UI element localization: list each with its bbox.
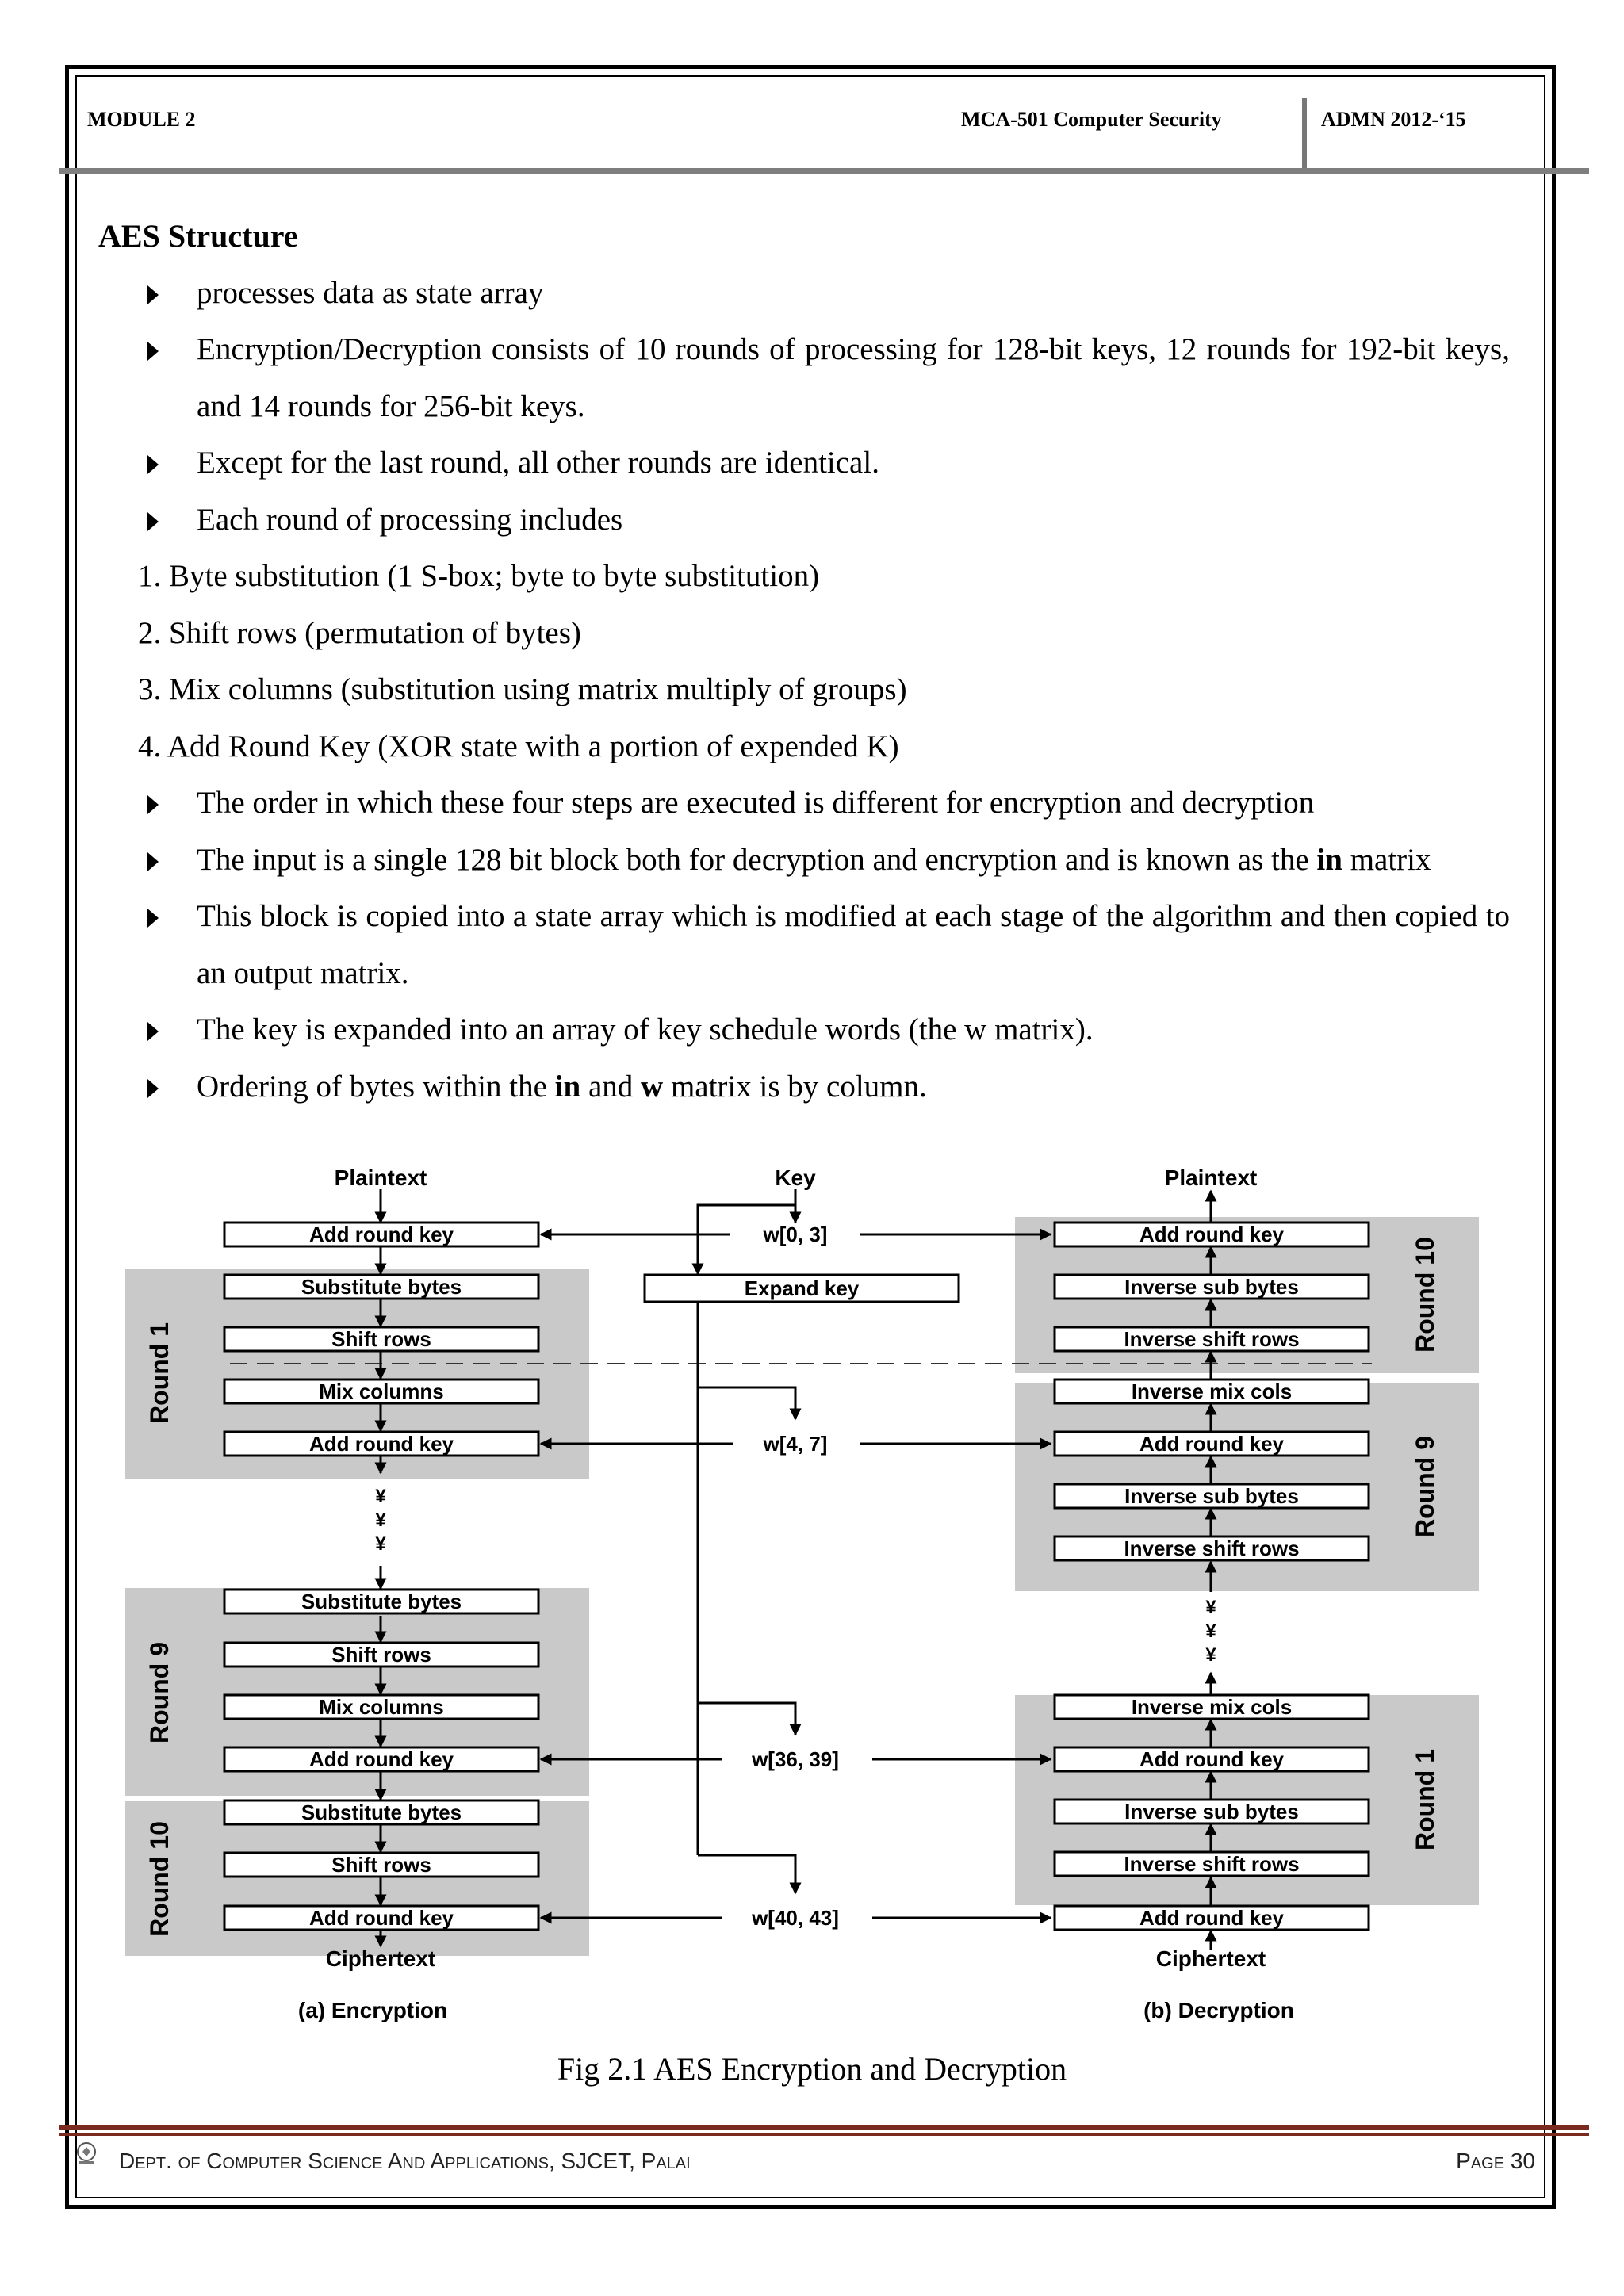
- dec-caption: (b) Decryption: [1143, 1998, 1294, 2022]
- college-logo-icon: [75, 2141, 98, 2168]
- bullet-item: Except for the last round, all other rounds are identical.: [98, 434, 1510, 492]
- aes-diagram: [119, 1165, 1507, 2053]
- dec-round10-label: Round 10: [1411, 1237, 1439, 1353]
- w-0-3-label: w[0, 3]: [763, 1223, 828, 1246]
- bullet-arrow-icon: [147, 285, 159, 304]
- enc-add-round-key: Add round key: [308, 1906, 454, 1930]
- bullet-arrow-icon: [147, 342, 159, 361]
- w-40-43-label: w[40, 43]: [752, 1906, 839, 1930]
- step-item: 3. Mix columns (substitution using matrix multiply of groups): [138, 672, 907, 706]
- ellipsis-icon: ¥: [375, 1486, 386, 1507]
- enc-round10-label: Round 10: [145, 1821, 174, 1937]
- enc-round9-label: Round 9: [145, 1642, 174, 1743]
- header-module: MODULE 2: [87, 108, 196, 131]
- step-item: 1. Byte substitution (1 S-box; byte to byte substitution): [138, 559, 820, 593]
- dec-inverse-shift-rows: Inverse shift rows: [1124, 1852, 1300, 1876]
- bullet-arrow-icon: [147, 512, 159, 531]
- enc-substitute-bytes: Substitute bytes: [301, 1800, 462, 1824]
- dec-ciphertext-label: Ciphertext: [1155, 1946, 1266, 1971]
- w-36-39-label: w[36, 39]: [752, 1747, 839, 1771]
- bullet-arrow-icon: [147, 455, 159, 474]
- dec-round1-label: Round 1: [1411, 1749, 1439, 1850]
- bullet-arrow-icon: [147, 1079, 159, 1098]
- step-item: 4. Add Round Key (XOR state with a portion of expended K): [138, 729, 899, 763]
- dec-inverse-sub-bytes: Inverse sub bytes: [1124, 1484, 1299, 1508]
- enc-add-round-key: Add round key: [308, 1747, 454, 1771]
- bullet-item: Encryption/Decryption consists of 10 rounds of processing for 128-bit keys, 12 rounds for 192-bit keys, and 14 rounds for 256-bit keys.: [98, 321, 1510, 434]
- header-admn: ADMN 2012-‘15: [1321, 108, 1466, 131]
- enc-substitute-bytes: Substitute bytes: [301, 1275, 462, 1299]
- bullet-item: The key is expanded into an array of key schedule words (the w matrix).: [98, 1001, 1510, 1058]
- dec-round9-label: Round 9: [1411, 1436, 1439, 1537]
- step-item: 2. Shift rows (permutation of bytes): [138, 615, 581, 650]
- ellipsis-icon: ¥: [375, 1510, 386, 1531]
- body-text: [98, 208, 1510, 1115]
- bullet-item: processes data as state array: [98, 265, 1510, 322]
- enc-shift-rows: Shift rows: [331, 1327, 431, 1351]
- header-course: MCA-501 Computer Security: [961, 108, 1222, 131]
- bullet-arrow-icon: [147, 1022, 159, 1041]
- dec-inverse-shift-rows: Inverse shift rows: [1124, 1536, 1300, 1560]
- footer-rule-thin: [59, 2133, 1589, 2136]
- dec-inverse-mix-cols: Inverse mix cols: [1131, 1695, 1293, 1719]
- bullet-item: Each round of processing includes: [98, 492, 1510, 549]
- dec-add-round-key: Add round key: [1139, 1906, 1285, 1930]
- key-label: Key: [775, 1165, 816, 1190]
- dec-inverse-sub-bytes: Inverse sub bytes: [1124, 1275, 1299, 1299]
- enc-shift-rows: Shift rows: [331, 1853, 431, 1877]
- dec-add-round-key: Add round key: [1139, 1432, 1285, 1456]
- dec-add-round-key: Add round key: [1139, 1223, 1285, 1246]
- dec-plaintext-label: Plaintext: [1164, 1165, 1258, 1190]
- bullet-item: The input is a single 128 bit block both for decryption and encryption and is known as the in matrix: [98, 832, 1510, 889]
- section-title: AES Structure: [98, 218, 298, 254]
- enc-mix-columns: Mix columns: [319, 1380, 444, 1403]
- ellipsis-icon: ¥: [375, 1533, 386, 1555]
- ellipsis-icon: ¥: [1205, 1597, 1216, 1618]
- enc-add-round-key: Add round key: [308, 1432, 454, 1456]
- bullet-arrow-icon: [147, 795, 159, 814]
- bullet-item: The order in which these four steps are executed is different for encryption and decryption: [98, 775, 1510, 832]
- ellipsis-icon: ¥: [1205, 1621, 1216, 1642]
- enc-caption: (a) Encryption: [297, 1998, 448, 2022]
- w-4-7-label: w[4, 7]: [763, 1432, 828, 1456]
- ellipsis-icon: ¥: [1205, 1644, 1216, 1666]
- bullet-arrow-icon: [147, 909, 159, 928]
- dec-inverse-sub-bytes: Inverse sub bytes: [1124, 1800, 1299, 1823]
- footer-rule: [59, 2125, 1589, 2130]
- bullet-item: This block is copied into a state array which is modified at each stage of the algorithm and then copied to an output matrix.: [98, 888, 1510, 1001]
- bullet-arrow-icon: [147, 852, 159, 871]
- dec-add-round-key: Add round key: [1139, 1747, 1285, 1771]
- bullet-item: Ordering of bytes within the in and w matrix is by column.: [98, 1058, 1510, 1115]
- figure-caption: Fig 2.1 AES Encryption and Decryption: [557, 2051, 1067, 2087]
- header-separator: [1302, 98, 1307, 171]
- header-rule: [59, 168, 1589, 174]
- dec-inverse-shift-rows: Inverse shift rows: [1124, 1327, 1300, 1351]
- enc-add-round-key: Add round key: [308, 1223, 454, 1246]
- enc-mix-columns: Mix columns: [319, 1695, 444, 1719]
- expand-key-label: Expand key: [744, 1276, 860, 1300]
- enc-ciphertext-label: Ciphertext: [325, 1946, 436, 1971]
- enc-shift-rows: Shift rows: [331, 1643, 431, 1667]
- enc-round1-label: Round 1: [145, 1322, 174, 1424]
- enc-substitute-bytes: Substitute bytes: [301, 1590, 462, 1613]
- footer-dept: Dept. of Computer Science And Applications, SJCET, Palai: [119, 2149, 691, 2173]
- dec-inverse-mix-cols: Inverse mix cols: [1131, 1380, 1293, 1403]
- enc-plaintext-label: Plaintext: [334, 1165, 427, 1190]
- footer-page-number: Page 30: [1456, 2149, 1535, 2173]
